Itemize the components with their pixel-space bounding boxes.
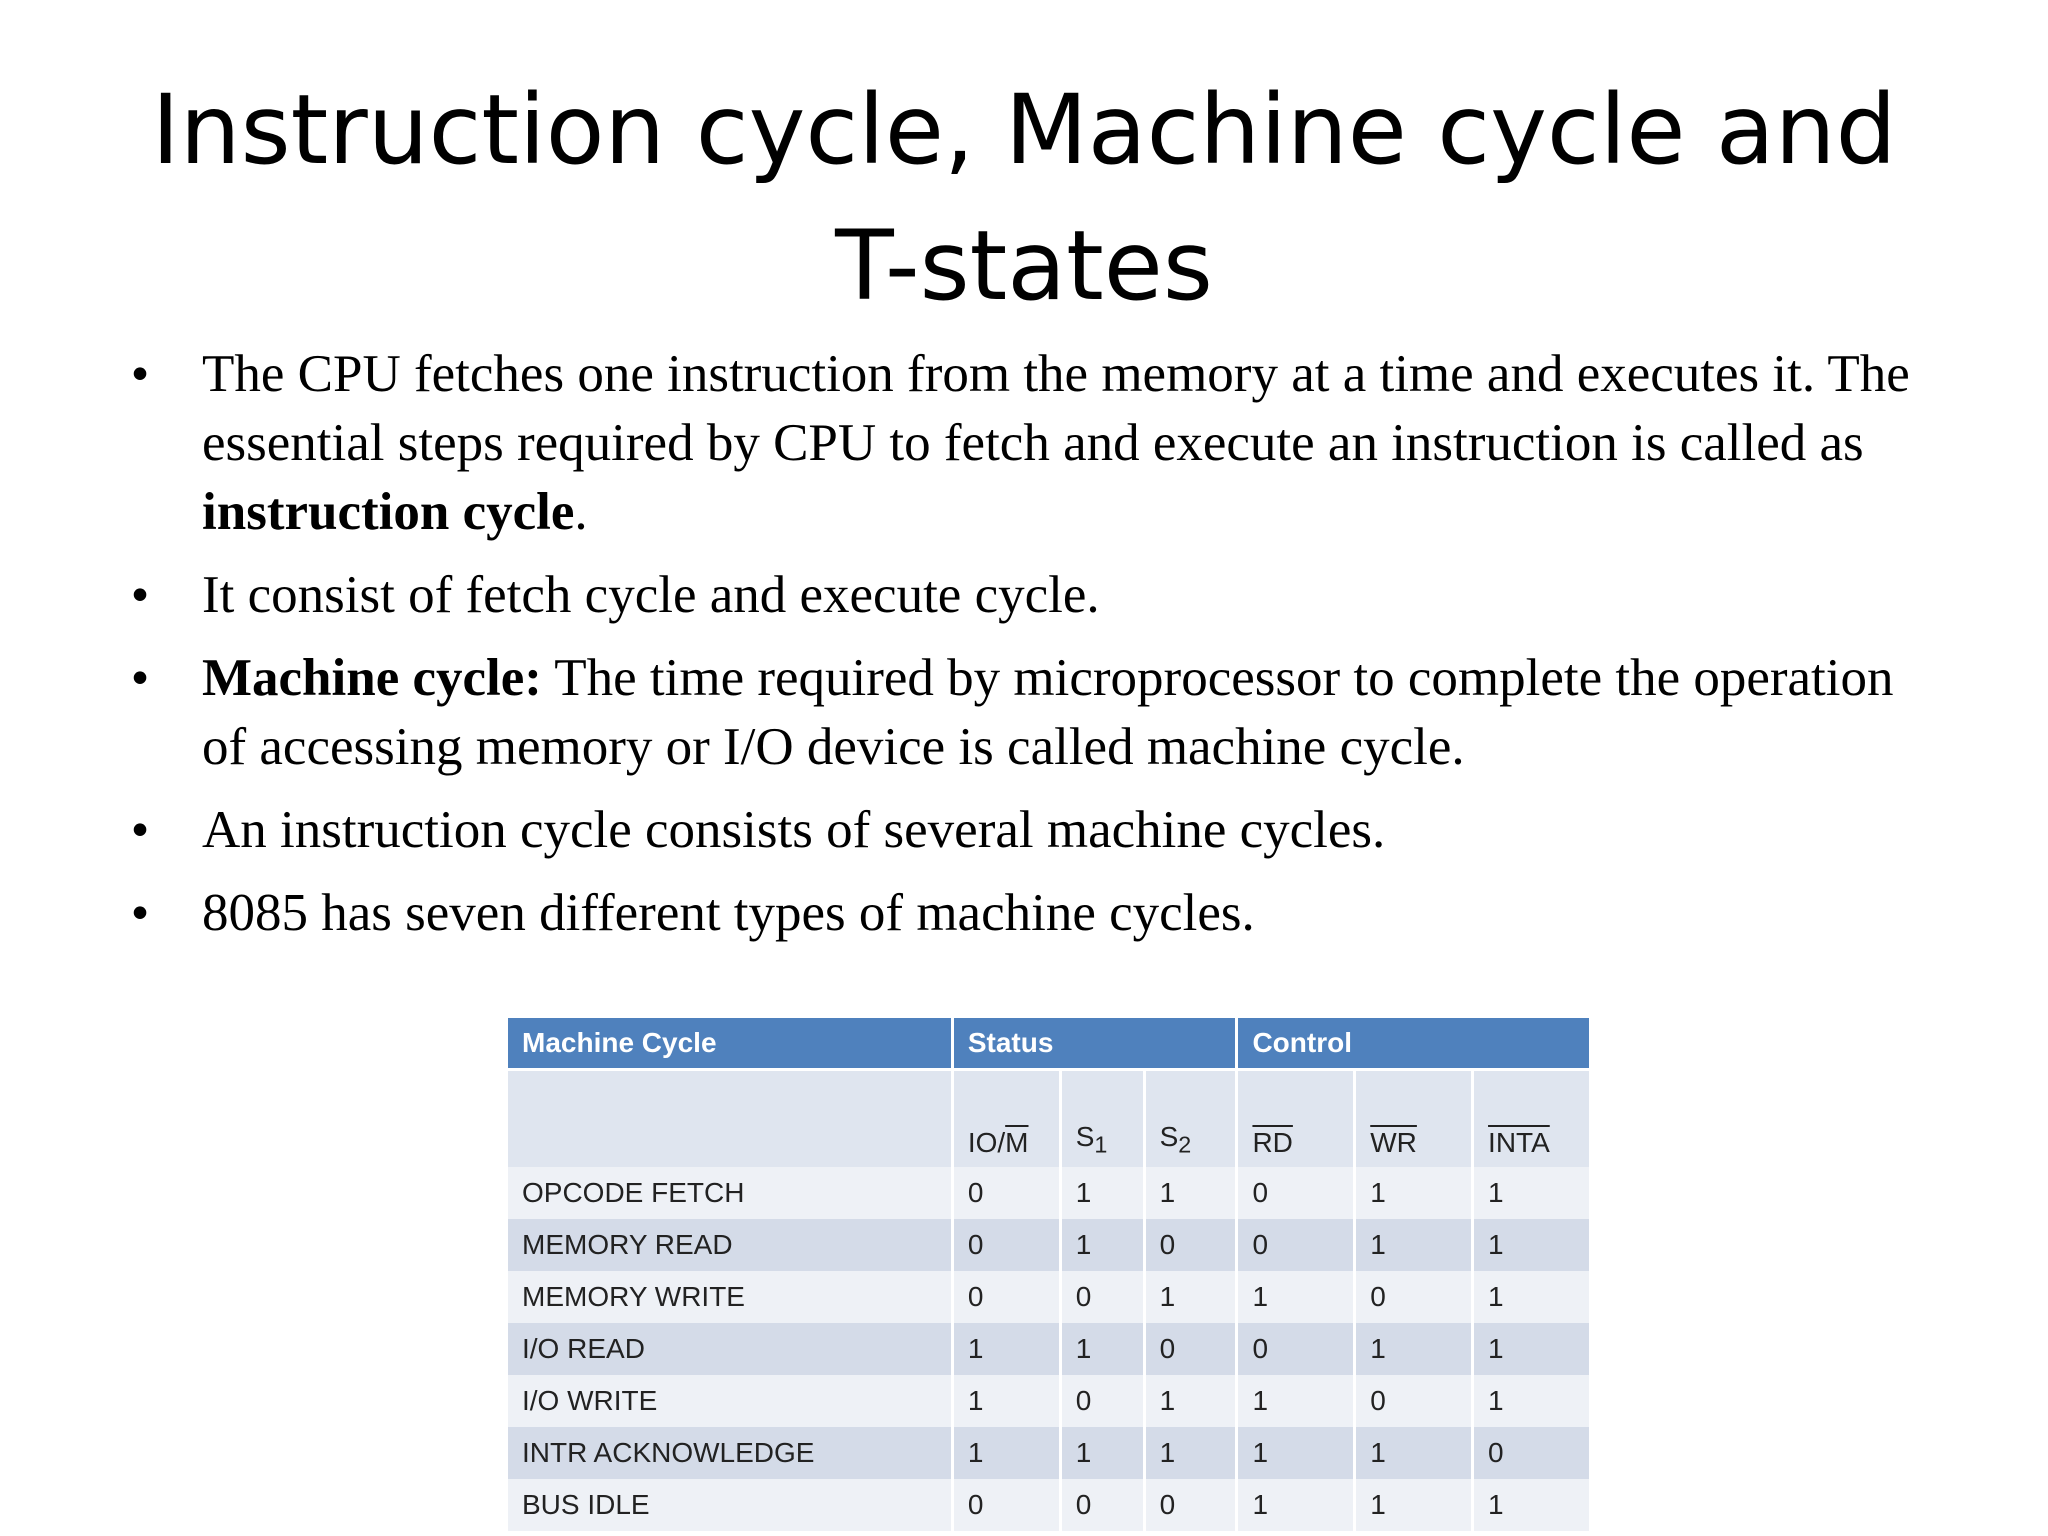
bullet-dot: • bbox=[130, 566, 150, 624]
cell-inta: 1 bbox=[1473, 1323, 1591, 1375]
cell-name: I/O WRITE bbox=[508, 1375, 952, 1427]
cell-inta: 1 bbox=[1473, 1271, 1591, 1323]
bullet-text: The time required by microprocessor to complete the operation of accessing memory or I/O device is called machine cycle. bbox=[202, 649, 1894, 776]
table-row bbox=[508, 1479, 1591, 1531]
cell-name: MEMORY READ bbox=[508, 1219, 952, 1271]
bullet-text: An instruction cycle consists of several machine cycles. bbox=[202, 801, 1386, 859]
cell-wr: 0 bbox=[1355, 1375, 1473, 1427]
s2-sub: 2 bbox=[1178, 1132, 1192, 1158]
cell-s2: 0 bbox=[1144, 1219, 1237, 1271]
bullet-dot: • bbox=[130, 801, 150, 859]
cell-s2: 1 bbox=[1144, 1427, 1237, 1479]
cell-s2: 1 bbox=[1144, 1375, 1237, 1427]
header-rd bbox=[1237, 1070, 1355, 1168]
cell-s1: 0 bbox=[1060, 1375, 1144, 1427]
cell-rd: 1 bbox=[1237, 1271, 1355, 1323]
bullet-text: It consist of fetch cycle and execute cycle. bbox=[202, 566, 1100, 624]
bullet-bold-term: instruction cycle bbox=[202, 483, 575, 541]
table-row bbox=[508, 1323, 1591, 1375]
cell-rd: 0 bbox=[1237, 1219, 1355, 1271]
machine-cycle-table-wrap bbox=[508, 1018, 1592, 1531]
slide-title: Instruction cycle, Machine cycle and T-states bbox=[151, 74, 1897, 322]
cell-s1: 1 bbox=[1060, 1323, 1144, 1375]
table-row bbox=[508, 1375, 1591, 1427]
bullet-bold-lead: Machine cycle: bbox=[202, 649, 542, 707]
bullet-text: The CPU fetches one instruction from the memory at a time and executes it. The essential steps required by CPU to fetch and execute an instruction is called as bbox=[202, 345, 1910, 472]
bullet-text: 8085 has seven different types of machine cycles. bbox=[202, 884, 1255, 942]
header-s1 bbox=[1060, 1070, 1144, 1168]
cell-wr: 1 bbox=[1355, 1427, 1473, 1479]
table-row bbox=[508, 1167, 1591, 1219]
cell-s2: 0 bbox=[1144, 1479, 1237, 1531]
cell-wr: 1 bbox=[1355, 1167, 1473, 1219]
cell-s2: 0 bbox=[1144, 1323, 1237, 1375]
cell-inta: 1 bbox=[1473, 1479, 1591, 1531]
cell-rd: 1 bbox=[1237, 1427, 1355, 1479]
cell-name: BUS IDLE bbox=[508, 1479, 952, 1531]
io-m-overline: $\overline{M}$ bbox=[1005, 1127, 1029, 1158]
table-row bbox=[508, 1219, 1591, 1271]
rd-label: $\overline{RD}$ bbox=[1252, 1127, 1293, 1158]
cell-inta: 1 bbox=[1473, 1167, 1591, 1219]
header-status: Status bbox=[952, 1018, 1237, 1070]
bullet-item bbox=[120, 796, 1920, 865]
cell-wr: 1 bbox=[1355, 1219, 1473, 1271]
bullet-dot: • bbox=[130, 345, 150, 403]
cell-name: MEMORY WRITE bbox=[508, 1271, 952, 1323]
table-row bbox=[508, 1427, 1591, 1479]
bullet-item bbox=[120, 561, 1920, 630]
cell-io-m: 1 bbox=[952, 1323, 1060, 1375]
cell-wr: 1 bbox=[1355, 1323, 1473, 1375]
s1-sub: 1 bbox=[1094, 1132, 1108, 1158]
cell-io-m: 0 bbox=[952, 1479, 1060, 1531]
wr-label: $\overline{WR}$ bbox=[1370, 1127, 1417, 1158]
table-row bbox=[508, 1271, 1591, 1323]
cell-inta: 0 bbox=[1473, 1427, 1591, 1479]
header-blank bbox=[508, 1070, 952, 1168]
cell-name: INTR ACKNOWLEDGE bbox=[508, 1427, 952, 1479]
machine-cycle-table bbox=[508, 1018, 1592, 1531]
cell-rd: 0 bbox=[1237, 1167, 1355, 1219]
cell-s1: 1 bbox=[1060, 1167, 1144, 1219]
cell-s1: 0 bbox=[1060, 1479, 1144, 1531]
cell-io-m: 1 bbox=[952, 1375, 1060, 1427]
bullet-tail: . bbox=[574, 483, 588, 541]
header-inta bbox=[1473, 1070, 1591, 1168]
header-s2 bbox=[1144, 1070, 1237, 1168]
cell-s2: 1 bbox=[1144, 1167, 1237, 1219]
cell-rd: 1 bbox=[1237, 1375, 1355, 1427]
inta-label: INTA bbox=[1488, 1127, 1550, 1158]
bullet-item bbox=[120, 644, 1920, 782]
header-wr bbox=[1355, 1070, 1473, 1168]
io-m-prefix: IO/ bbox=[967, 1127, 1006, 1158]
cell-s1: 1 bbox=[1060, 1219, 1144, 1271]
group-header-row bbox=[508, 1018, 1591, 1070]
header-machine-cycle: Machine Cycle bbox=[508, 1018, 952, 1070]
bullet-list bbox=[120, 340, 1920, 962]
cell-name: I/O READ bbox=[508, 1323, 952, 1375]
bullet-item bbox=[120, 879, 1920, 948]
bullet-dot: • bbox=[130, 884, 150, 942]
header-control: Control bbox=[1237, 1018, 1591, 1070]
cell-wr: 0 bbox=[1355, 1271, 1473, 1323]
cell-name: OPCODE FETCH bbox=[508, 1167, 952, 1219]
s1-base: S bbox=[1075, 1121, 1095, 1153]
cell-io-m: 1 bbox=[952, 1427, 1060, 1479]
cell-io-m: 0 bbox=[952, 1219, 1060, 1271]
cell-wr: 1 bbox=[1355, 1479, 1473, 1531]
cell-rd: 1 bbox=[1237, 1479, 1355, 1531]
header-io-m bbox=[952, 1070, 1060, 1168]
cell-s1: 1 bbox=[1060, 1427, 1144, 1479]
bullet-dot: • bbox=[130, 649, 150, 707]
bullet-item bbox=[120, 340, 1920, 547]
cell-io-m: 0 bbox=[952, 1271, 1060, 1323]
cell-io-m: 0 bbox=[952, 1167, 1060, 1219]
cell-inta: 1 bbox=[1473, 1375, 1591, 1427]
cell-inta: 1 bbox=[1473, 1219, 1591, 1271]
cell-s2: 1 bbox=[1144, 1271, 1237, 1323]
column-header-row bbox=[508, 1070, 1591, 1168]
cell-s1: 0 bbox=[1060, 1271, 1144, 1323]
s2-base: S bbox=[1159, 1121, 1179, 1153]
cell-rd: 0 bbox=[1237, 1323, 1355, 1375]
